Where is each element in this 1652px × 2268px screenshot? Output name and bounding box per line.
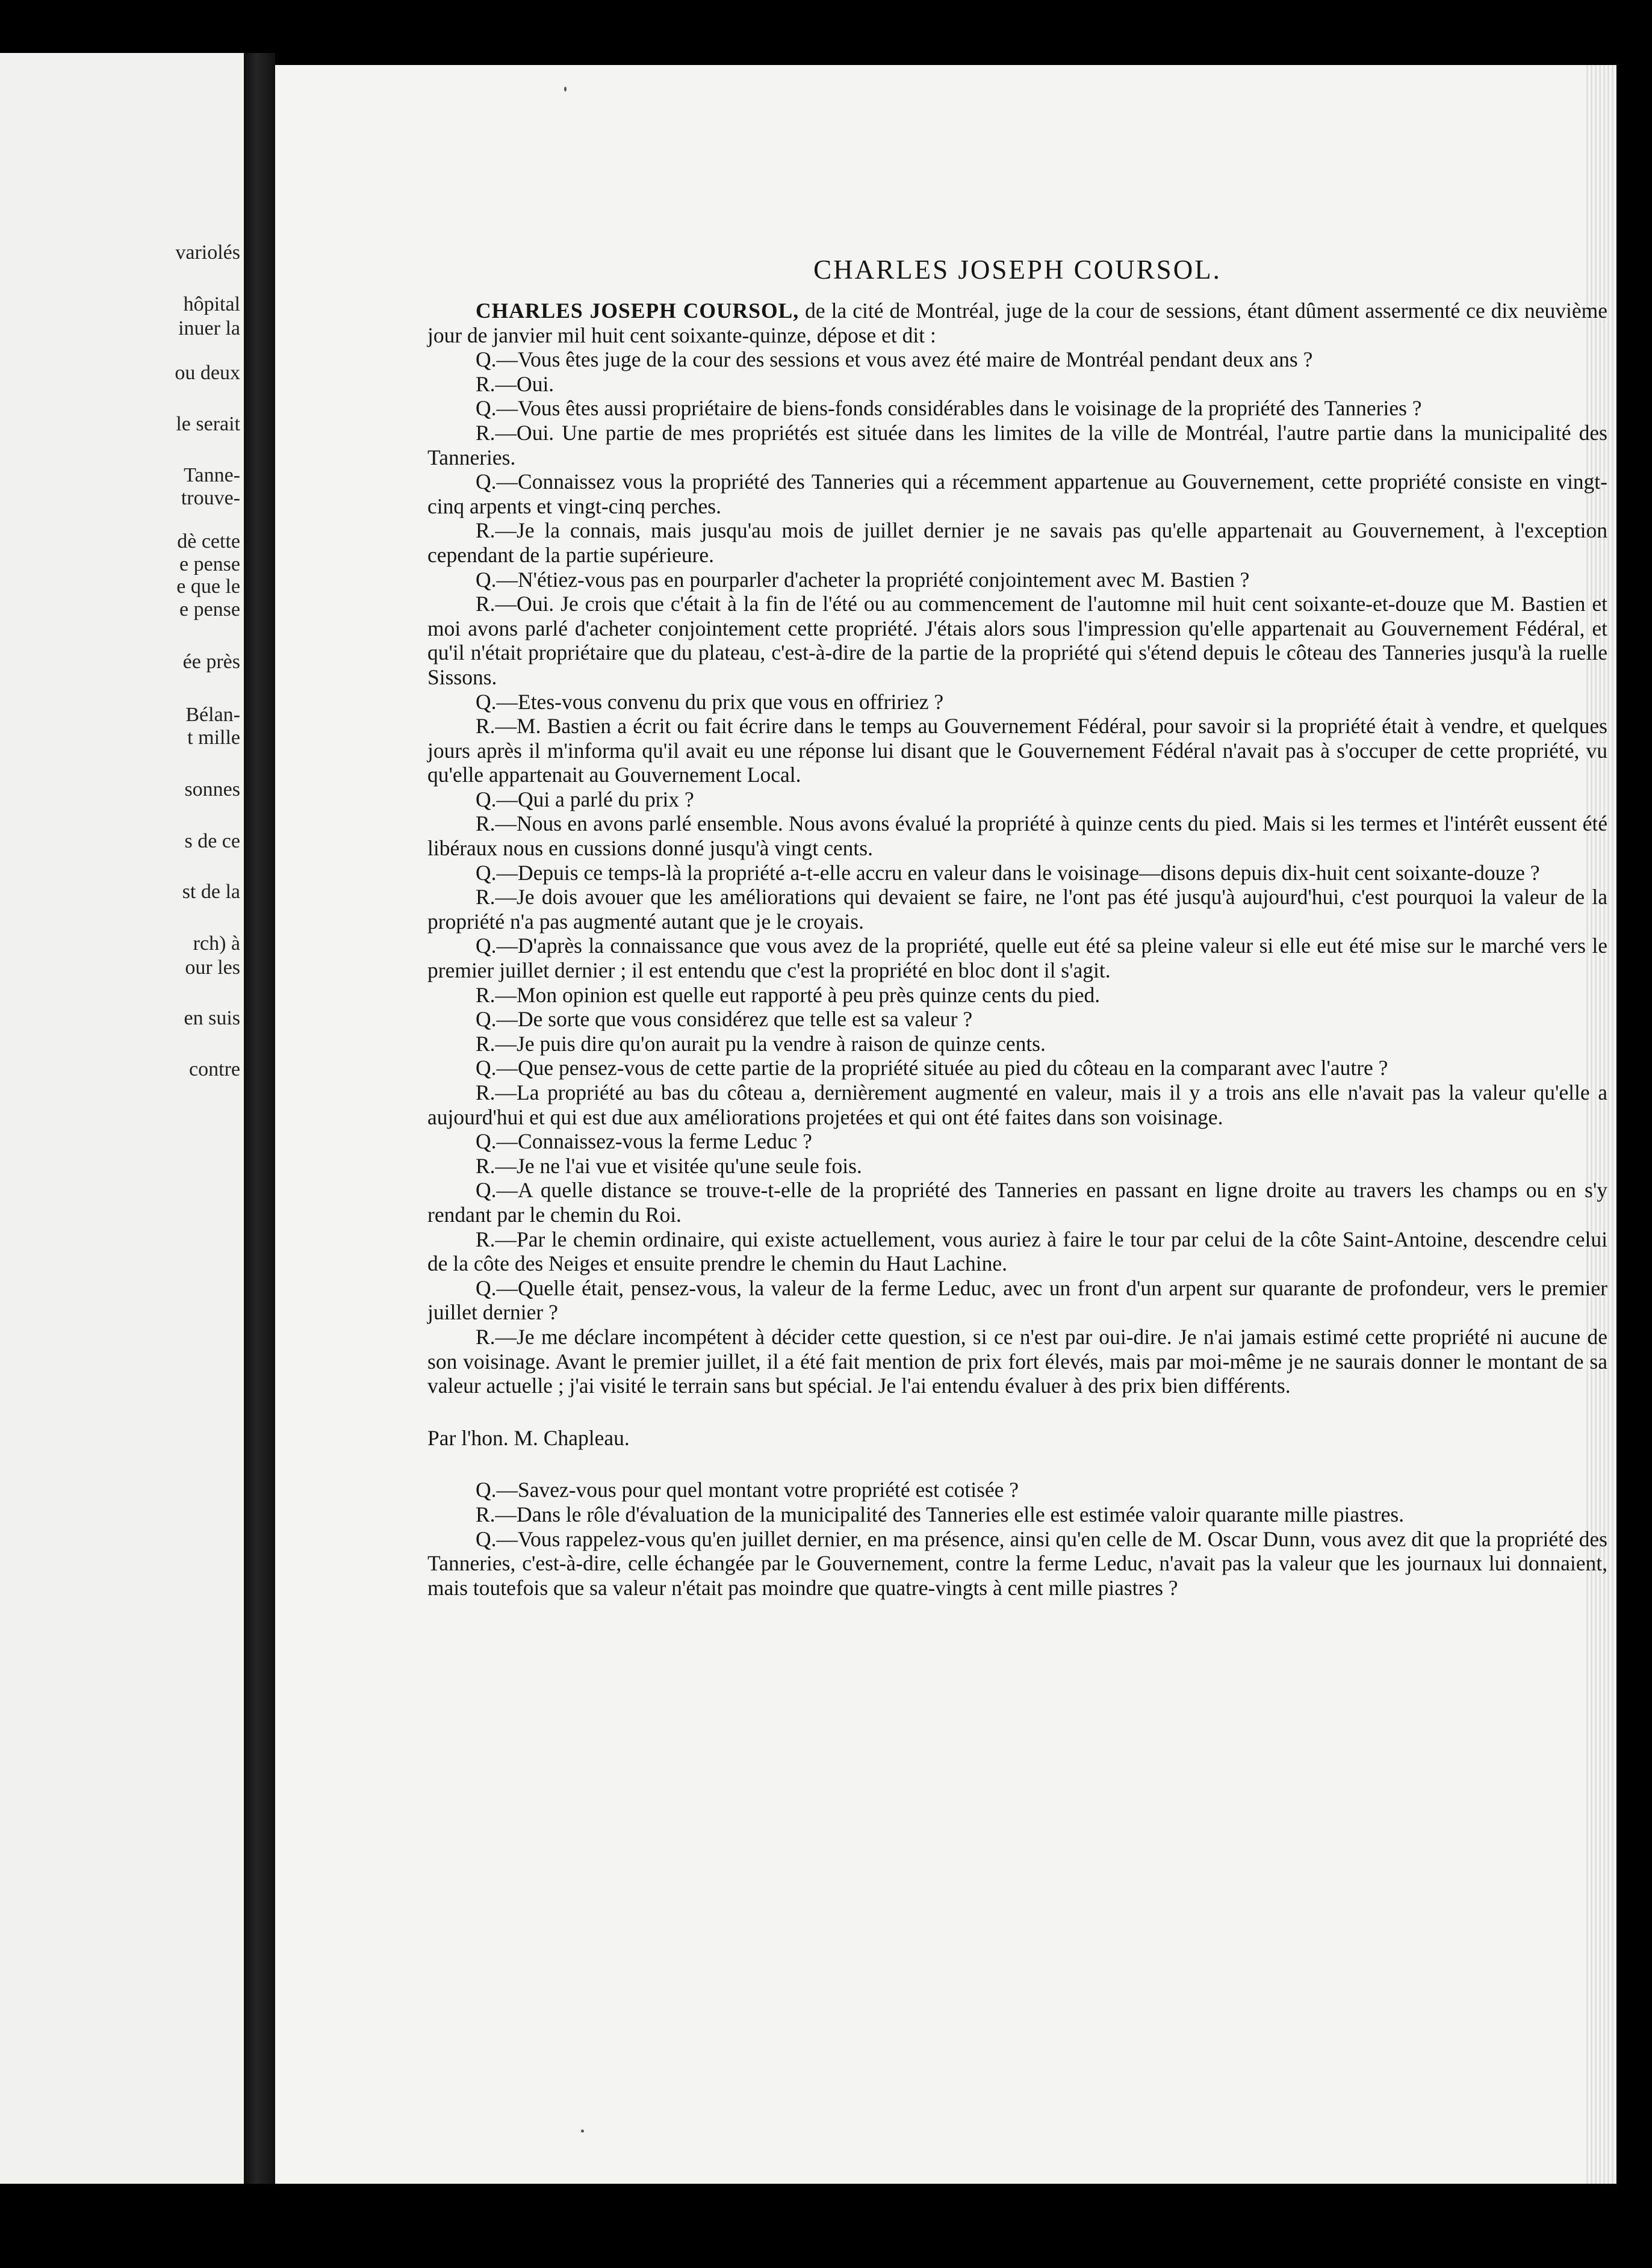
answer-paragraph: R.—Dans le rôle d'évaluation de la municipalité des Tanneries elle est estimée valoir quarante mille piastres. [476,1502,1405,1526]
answer-paragraph: R.—Je me déclare incompétent à décider cette question, si ce n'est par oui-dire. Je n'ai jamais estimé cette propriété ni aucune de son voisinage. Avant le premier juillet, il a été fait mention de prix fort élevés, mais par moi-même je ne saurais donner le montant de sa valeur actuelle ; j'ai visité le terrain sans but spécial. Je l'ai entendu évaluer à des prix bien différents. [427,1324,1607,1398]
document-heading: CHARLES JOSEPH COURSOL. [813,255,1222,285]
question-paragraph: Q.—Vous rappelez-vous qu'en juillet dernier, en ma présence, ainsi qu'en celle de M. Oscar Dunn, vous avez dit que la propriété des Tanneries, c'est-à-dire, celle échangée par le Gouvernement, contre la ferme Leduc, n'avait pas la valeur que les journaux lui donnaient, mais toutefois que sa valeur n'était pas moindre que quatre-vingts à cent mille piastres ? [427,1526,1607,1600]
testimony-main [427,347,1607,1398]
left-page-text-fragment: e pense [179,598,240,621]
left-page-text-fragment: hôpital [183,293,240,315]
question-paragraph: Q.—Savez-vous pour quel montant votre propriété est cotisée ? [476,1478,1019,1502]
left-page-text-fragment: Bélan- [185,704,240,726]
answer-paragraph: R.—La propriété au bas du côteau a, dernièrement augmenté en valeur, mais il y a trois ans elle n'avait pas la valeur qu'elle a aujourd'hui et qui est due aux améliorations projetées et qui ont été faites dans son voisinage. [427,1080,1607,1129]
question-paragraph: Q.—Que pensez-vous de cette partie de la propriété située au pied du côteau en la comparant avec l'autre ? [476,1056,1388,1080]
intro-text: de la cité de Montréal, juge de la cour de sessions, étant dûment assermenté ce dix neuvième jour de janvier mil huit cent soixante-quinze, dépose et dit : [427,299,1607,347]
question-paragraph: Q.—Quelle était, pensez-vous, la valeur de la ferme Leduc, avec un front d'un arpent sur quarante de profondeur, vers le premier juillet dernier ? [427,1275,1607,1325]
section-label: Par l'hon. M. Chapleau. [427,1425,630,1450]
left-page-text-fragment: st de la [182,881,240,903]
left-page-text-fragment: trouve- [181,487,240,509]
answer-paragraph: R.—Je ne l'ai vue et visitée qu'une seule fois. [476,1153,862,1178]
question-paragraph: Q.—Connaissez-vous la ferme Leduc ? [476,1129,812,1154]
deponent-name: CHARLES JOSEPH COURSOL, [476,299,800,323]
left-page-text-fragment: our les [185,956,240,979]
question-paragraph: Q.—Depuis ce temps-là la propriété a-t-elle accru en valeur dans le voisinage—disons depuis dix-huit cent soixante-douze ? [476,860,1540,885]
document-body [427,253,1607,1600]
answer-paragraph: R.—Je dois avouer que les améliorations qui devaient se faire, ne l'ont pas été jusqu'à aujourd'hui, c'est pourquoi la valeur de la propriété n'a pas augmenté autant que je le croyais. [427,885,1607,934]
question-paragraph: Q.—A quelle distance se trouve-t-elle de la propriété des Tanneries en passant en ligne droite au travers les champs ou en s'y rendant par le chemin du Roi. [427,1178,1607,1227]
left-page-text-fragment: ou deux [175,362,240,384]
left-page-text-fragment: Tanne- [184,464,240,486]
left-page-text-fragment: le serait [176,413,240,435]
answer-paragraph: R.—Oui. [476,371,554,396]
left-page-text-fragment: contre [189,1058,240,1080]
question-paragraph: Q.—Connaissez vous la propriété des Tanneries qui a récemment appartenue au Gouvernement, cette propriété consiste en vingt-cinq arpents et vingt-cinq perches. [427,469,1607,518]
question-paragraph: Q.—D'après la connaissance que vous avez de la propriété, quelle eut été sa pleine valeur si elle eut été mise sur le marché vers le premier juillet dernier ; il est entendu que c'est la propriété en bloc dont il s'agit. [427,934,1607,983]
left-page-text-fragment: variolés [175,241,240,264]
book-gutter [244,53,275,2184]
answer-paragraph: R.—Par le chemin ordinaire, qui existe actuellement, vous auriez à faire le tour par celui de la côte Saint-Antoine, descendre celui de la côte des Neiges et ensuite prendre le chemin du Haut Lachine. [427,1227,1607,1276]
left-page-text-fragment: sonnes [184,778,240,801]
question-paragraph: Q.—Vous êtes juge de la cour des sessions et vous avez été maire de Montréal pendant deux ans ? [476,347,1313,372]
left-page-text-fragment: dè cette [177,530,240,553]
intro-paragraph [427,299,1607,347]
left-page-fragment [0,53,244,2184]
left-page-text-fragment: rch) à [193,932,240,955]
question-paragraph: Q.—De sorte que vous considérez que telle est sa valeur ? [476,1007,973,1032]
answer-paragraph: R.—Oui. Je crois que c'était à la fin de l'été ou au commencement de l'automne mil huit cent soixante-et-douze que M. Bastien et moi avons parlé d'acheter conjointement cette propriété. J'étais alors sous l'impression qu'elle appartenait au Gouvernement Fédéral, et qu'il n'était propriétaire que du plateau, c'est-à-dire de la partie de la propriété qui s'étend depuis le côteau des Tanneries jusqu'à la ruelle Sissons. [427,592,1607,689]
answer-paragraph: R.—Oui. Une partie de mes propriétés est située dans les limites de la ville de Montréal, l'autre partie dans la municipalité des Tanneries. [427,420,1607,469]
answer-paragraph: R.—M. Bastien a écrit ou fait écrire dans le temps au Gouvernement Fédéral, pour savoir si la propriété était à vendre, et quelques jours après il m'informa qu'il avait eu une réponse lui disant que le Gouvernement Fédéral n'avait pas à s'occuper de cette propriété, vu qu'elle appartenait au Gouvernement Local. [427,714,1607,787]
question-paragraph: Q.—Qui a parlé du prix ? [476,787,694,811]
left-page-text-fragment: en suis [184,1007,240,1029]
question-paragraph: Q.—Vous êtes aussi propriétaire de biens-fonds considérables dans le voisinage de la propriété des Tanneries ? [476,396,1422,421]
testimony-cross-examination [427,1478,1607,1600]
left-page-text-fragment: e que le [176,575,240,598]
answer-paragraph: R.—Mon opinion est quelle eut rapporté à peu près quinze cents du pied. [476,982,1101,1007]
left-page-text-fragment: s de ce [184,830,240,852]
answer-paragraph: R.—Nous en avons parlé ensemble. Nous avons évalué la propriété à quinze cents du pied. Mais si les termes et l'intérêt eussent été libéraux nous en cussions donné jusqu'à vingt cents. [427,811,1607,861]
left-page-text-fragment: e pense [179,553,240,575]
paper-speck [581,2130,584,2133]
paper-speck [564,87,567,91]
left-page-text-fragment: inuer la [178,317,240,339]
answer-paragraph: R.—Je la connais, mais jusqu'au mois de juillet dernier je ne savais pas qu'elle appartenait au Gouvernement, à l'exception cependant de la partie supérieure. [427,518,1607,567]
question-paragraph: Q.—Etes-vous convenu du prix que vous en offririez ? [476,689,944,714]
left-page-text-fragment: ée près [182,651,240,673]
right-page [275,65,1616,2184]
answer-paragraph: R.—Je puis dire qu'on aurait pu la vendre à raison de quinze cents. [476,1031,1046,1056]
left-page-text-fragment: t mille [187,727,240,749]
question-paragraph: Q.—N'étiez-vous pas en pourparler d'acheter la propriété conjointement avec M. Bastien ? [476,567,1250,592]
